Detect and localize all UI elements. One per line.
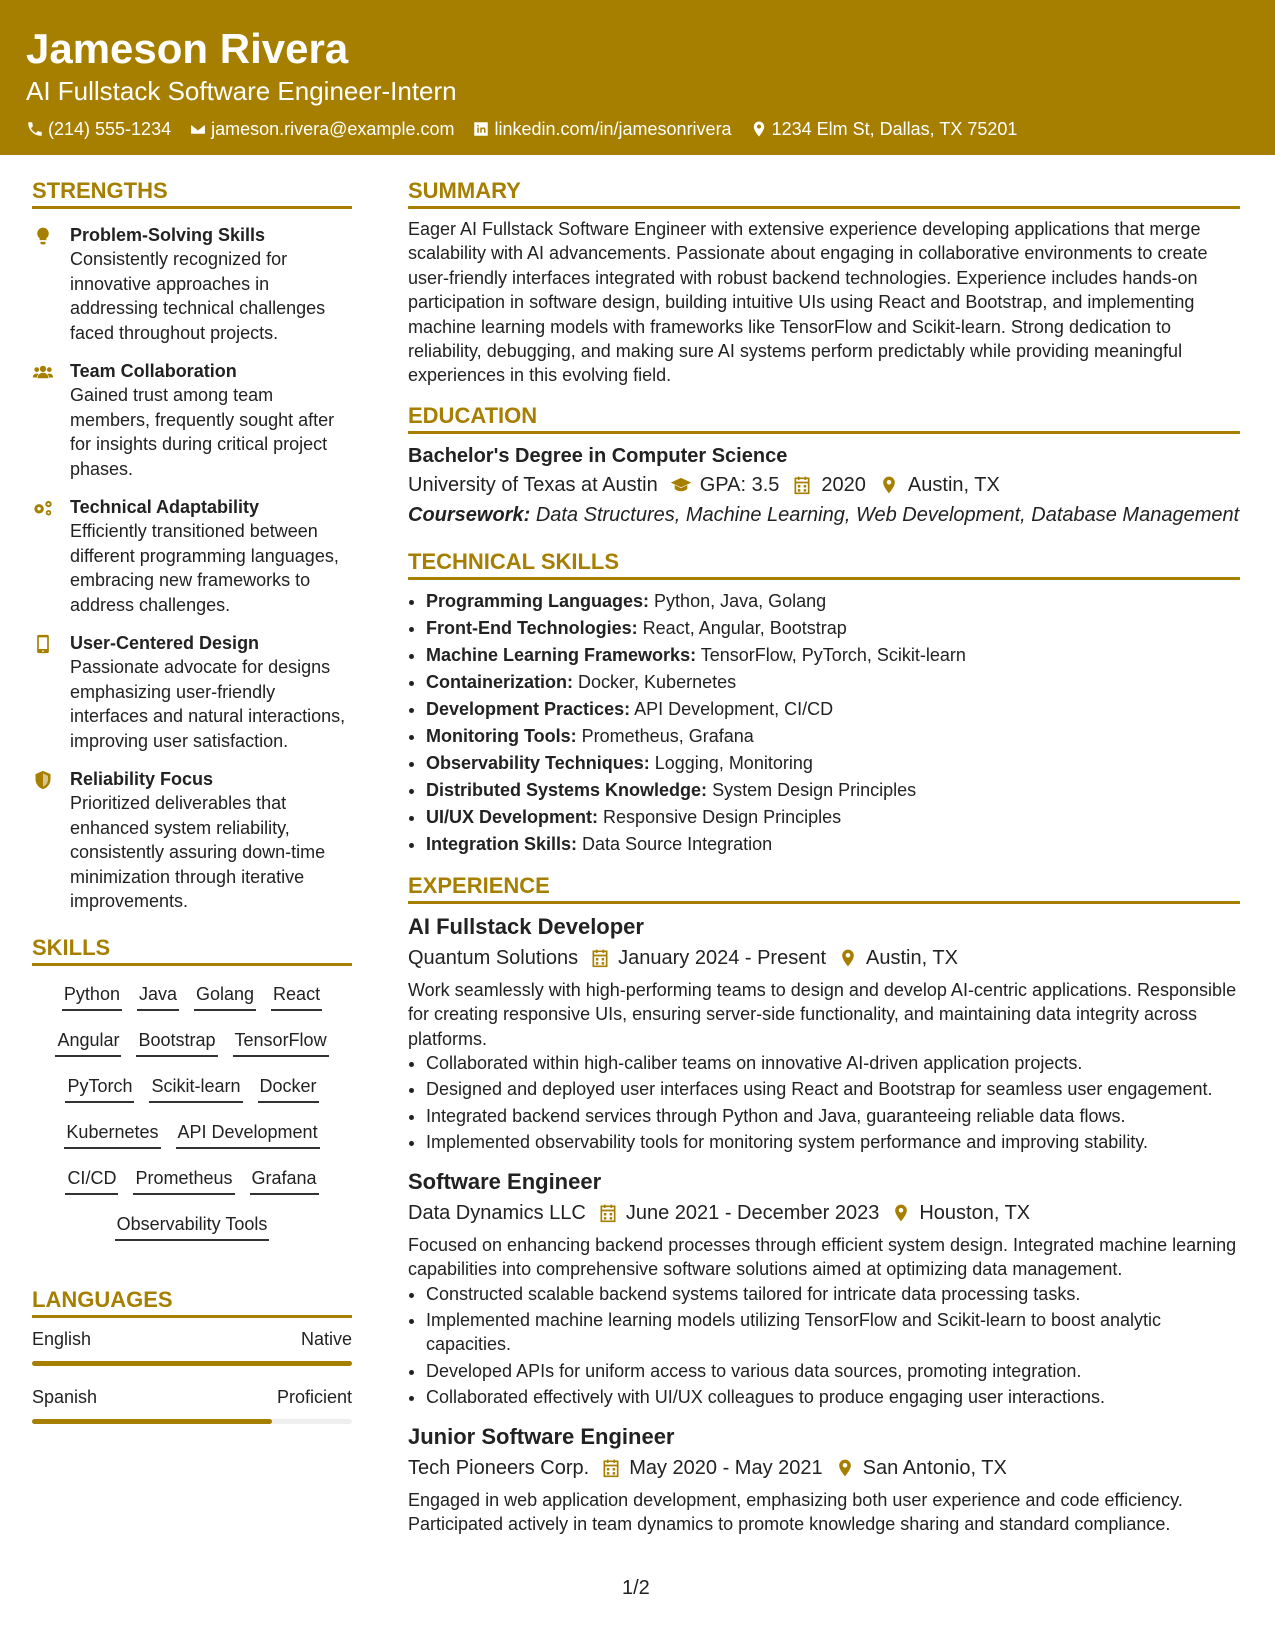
experience-entry [408,912,1240,1155]
summary-text: Eager AI Fullstack Software Engineer with extensive experience developing applications that merge scalability with AI advancements. Passionate about engaging in collaborative environments to create user-friendly interfaces integrated with robust backend technologies. Experience includes hands-on participation in software design, building intuitive UIs using React and Bootstrap, and implementing machine learning models with frameworks like TensorFlow and Scikit-learn. Strong dedication to reliability, debugging, and making sure AI systems perform predictably while providing meaningful experiences in this evolving field. [408,219,1208,386]
contact-phone[interactable] [26,117,171,141]
skills-heading: SKILLS [32,934,352,966]
strength-desc: Passionate advocate for designs emphasizing user-friendly interfaces and natural interactions, improving user satisfaction. [70,657,346,751]
list-item: • Constructed scalable backend systems tailored for intricate data processing tasks. [426,1282,1240,1306]
job-title-headline: AI Fullstack Software Engineer-Intern [26,76,457,106]
map-marker-icon [891,1203,911,1223]
education-heading: EDUCATION [408,402,1240,434]
list-item [426,804,1240,831]
language-level: Native [300,1328,352,1349]
tech-skill-value: Python, Java, Golang [654,590,827,611]
tech-skill-value: Prometheus, Grafana [581,725,754,746]
skill-tag: Docker [258,1074,319,1103]
job-description: Work seamlessly with high-performing teams to design and develop AI-centric applications. Responsible for creating responsive UIs, ensuring server-side functionality, and maintaining data integrity across platforms. [408,979,1237,1049]
tech-skill-value: React, Angular, Bootstrap [642,617,847,638]
skill-tag: Golang [194,982,256,1011]
right-column [408,177,1240,1536]
linkedin-text: linkedin.com/in/jamesonrivera [494,119,732,139]
strength-desc: Efficiently transitioned between different programming languages, embracing new frameworks to address challenges. [70,521,339,615]
phone-icon [26,120,44,138]
strength-title: Technical Adaptability [70,497,260,517]
strength-desc: Consistently recognized for innovative approaches in addressing technical challenges faced throughout projects. [70,249,326,343]
languages-heading: LANGUAGES [32,1286,352,1318]
education-meta [408,470,1240,500]
job-location: Austin, TX [866,946,958,969]
strength-title: Team Collaboration [70,361,237,381]
tech-skill-value: Logging, Monitoring [654,752,813,773]
calendar-icon [598,1203,618,1223]
list-item [426,696,1240,723]
strength-title: Problem-Solving Skills [70,225,266,245]
job-meta [408,1452,1240,1484]
tech-skill-value: TensorFlow, PyTorch, Scikit-learn [700,644,966,665]
skill-tag: React [271,982,322,1011]
tech-skill-label: Monitoring Tools: [426,725,577,746]
page-number: 1/2 [622,1577,650,1599]
skill-tag: Java [137,982,179,1011]
job-dates: January 2024 - Present [618,946,827,969]
job-description: Engaged in web application development, emphasizing both user experience and code efficiency. Participated actively in team dynamics to promote knowledge sharing and standard compliance. [408,1489,1183,1534]
language-item [32,1326,352,1366]
strength-item [32,359,352,481]
map-marker-icon [838,948,858,968]
technical-skills-heading: TECHNICAL SKILLS [408,548,1240,580]
map-marker-icon [750,120,768,138]
coursework-label: Coursework: [408,503,531,526]
graduation-year: 2020 [821,473,866,496]
skill-tag: Prometheus [133,1166,234,1195]
calendar-icon [791,475,813,495]
list-item [426,669,1240,696]
experience-entry [408,1167,1240,1410]
skill-tag: Scikit-learn [149,1074,242,1103]
language-level: Proficient [276,1386,352,1407]
gpa-text: GPA: 3.5 [699,473,780,496]
job-title: AI Fullstack Developer [408,913,644,939]
calendar-icon [601,1458,621,1478]
tech-skill-label: Programming Languages: [426,590,650,611]
list-item [426,831,1240,858]
users-icon [32,362,54,382]
job-dates: June 2021 - December 2023 [625,1201,880,1224]
skill-tag: Angular [55,1028,121,1057]
skill-tag: CI/CD [65,1166,118,1195]
strength-title: Reliability Focus [70,769,214,789]
list-item: • Collaborated within high-caliber teams on innovative AI-driven application projects. [426,1051,1240,1075]
phone-text: (214) 555-1234 [48,119,172,139]
tech-skill-value: Responsive Design Principles [603,806,842,827]
coursework-line [408,500,1240,530]
skill-tag: Observability Tools [115,1212,270,1241]
language-level-bar [32,1419,352,1424]
tech-skill-label: Machine Learning Frameworks: [426,644,697,665]
linkedin-icon [472,120,490,138]
job-meta [408,1197,1240,1229]
strength-desc: Prioritized deliverables that enhanced system reliability, consistently assuring down-time minimization through iterative improvements. [70,793,326,911]
skill-tag: PyTorch [65,1074,134,1103]
address-text: 1234 Elm St, Dallas, TX 75201 [771,119,1018,139]
shield-icon [32,770,54,790]
strength-item [32,223,352,345]
language-level-bar [32,1361,352,1366]
job-location: San Antonio, TX [862,1456,1007,1479]
list-item [426,588,1240,615]
skill-tag: Python [62,982,122,1011]
job-description: Focused on enhancing backend processes through efficient system design. Integrated machine learning capabilities into comprehensive software solutions aimed at optimizing data management. [408,1234,1237,1280]
list-item [426,750,1240,777]
skills-list [32,974,352,1250]
strength-desc: Gained trust among team members, frequently sought after for insights during critical project phases. [70,385,335,479]
map-marker-icon [878,475,900,495]
job-bullets [408,1282,1240,1410]
job-dates: May 2020 - May 2021 [629,1456,823,1479]
list-item [426,777,1240,804]
skill-tag: Grafana [250,1166,319,1195]
skill-tag: TensorFlow [233,1028,329,1057]
mobile-icon [32,634,54,654]
tech-skill-label: Observability Techniques: [426,752,650,773]
strength-item [32,767,352,914]
experience-heading: EXPERIENCE [408,872,1240,904]
language-name: English [32,1328,92,1349]
strength-title: User-Centered Design [70,633,260,653]
job-location: Houston, TX [919,1201,1031,1224]
school-location: Austin, TX [907,473,1000,496]
company-name: Data Dynamics LLC [408,1201,586,1224]
job-bullets [408,1051,1240,1155]
list-item: • Implemented machine learning models utilizing TensorFlow and Scikit-learn to boost analytic capacities. [426,1308,1240,1357]
list-item: • Integrated backend services through Python and Java, guaranteeing reliable data flows. [426,1104,1240,1128]
contact-bar [26,117,1017,141]
tech-skill-label: Development Practices: [426,698,631,719]
candidate-name: Jameson Rivera [26,25,349,72]
degree-title: Bachelor's Degree in Computer Science [408,444,788,467]
skill-tag: Bootstrap [136,1028,217,1057]
tech-skill-label: Integration Skills: [426,833,578,854]
contact-email[interactable] [189,117,454,141]
language-name: Spanish [32,1386,98,1407]
tech-skill-label: Containerization: [426,671,573,692]
technical-skills-list [408,588,1240,858]
skill-tag: Kubernetes [64,1120,160,1149]
company-name: Tech Pioneers Corp. [408,1456,590,1479]
tech-skill-value: Data Source Integration [582,833,773,854]
list-item: • Developed APIs for uniform access to various data sources, promoting integration. [426,1359,1240,1383]
language-level-fill [32,1419,272,1424]
lightbulb-icon [32,226,54,246]
tech-skill-value: Docker, Kubernetes [578,671,737,692]
left-column [32,177,352,1442]
summary-heading: SUMMARY [408,177,1240,209]
map-marker-icon [835,1458,855,1478]
email-text: jameson.rivera@example.com [211,119,455,139]
school-name: University of Texas at Austin [408,473,658,496]
strengths-heading: STRENGTHS [32,177,352,209]
list-item: • Collaborated effectively with UI/UX colleagues to produce engaging user interactions. [426,1385,1240,1409]
language-item [32,1384,352,1424]
list-item: • Designed and deployed user interfaces using React and Bootstrap for seamless user engagement. [426,1077,1240,1101]
job-meta [408,942,1240,974]
tech-skill-label: Front-End Technologies: [426,617,638,638]
tech-skill-label: UI/UX Development: [426,806,599,827]
experience-entry [408,1422,1240,1537]
envelope-icon [189,120,207,138]
strength-item [32,631,352,753]
skill-tag: API Development [176,1120,320,1149]
list-item [426,615,1240,642]
coursework-text: Data Structures, Machine Learning, Web Development, Database Management [535,503,1240,526]
strength-item [32,495,352,617]
graduation-cap-icon [670,475,692,495]
list-item [426,723,1240,750]
list-item [426,642,1240,669]
job-title: Software Engineer [408,1168,602,1194]
tech-skill-label: Distributed Systems Knowledge: [426,779,708,800]
job-title: Junior Software Engineer [408,1423,675,1449]
contact-linkedin[interactable] [472,117,731,141]
company-name: Quantum Solutions [408,946,579,969]
tech-skill-value: API Development, CI/CD [634,698,834,719]
gears-icon [32,498,54,518]
list-item: • Implemented observability tools for monitoring system performance and improving stability. [426,1130,1240,1154]
calendar-icon [590,948,610,968]
contact-address [750,117,1018,141]
tech-skill-value: System Design Principles [712,779,917,800]
language-level-fill [32,1361,352,1366]
header-banner [0,0,1275,155]
